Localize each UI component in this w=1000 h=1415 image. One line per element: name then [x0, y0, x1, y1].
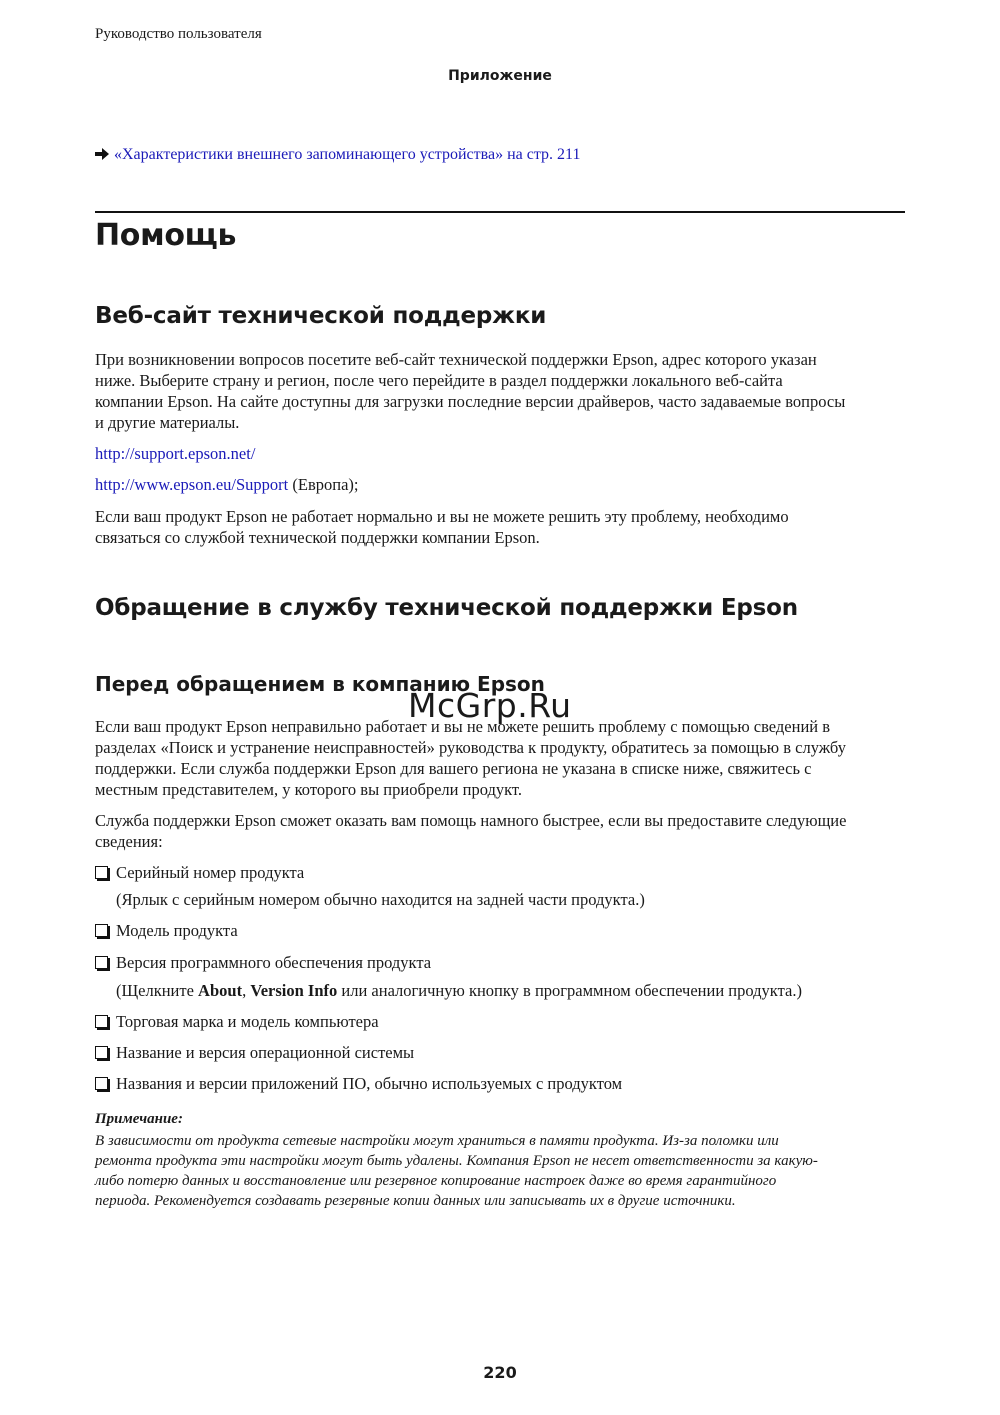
- list-item: [95, 1042, 414, 1063]
- text-line: ремонта продукта эти настройки могут быть удалены. Компания Epson не несет ответственности за какую-: [95, 1153, 818, 1169]
- text-line: поддержки. Если служба поддержки Epson для вашего региона не указана в списке ниже, свяжитесь с: [95, 759, 812, 778]
- watermark: McGrp.Ru: [408, 686, 572, 725]
- link-suffix: (Европа);: [288, 475, 359, 494]
- text-line: сведения:: [95, 832, 163, 851]
- checkbox-bullet-icon: [95, 1015, 108, 1028]
- checkbox-bullet-icon: [95, 956, 108, 969]
- note-body: [95, 1131, 907, 1211]
- note-text: ,: [242, 981, 251, 1000]
- contact-heading: Обращение в службу технической поддержки Epson: [95, 595, 798, 621]
- support-link-row-eu: [95, 474, 907, 495]
- page-title: Помощь: [95, 218, 237, 253]
- support-link-row: [95, 443, 907, 464]
- text-line: ниже. Выберите страну и регион, после чего перейдите в раздел поддержки локального веб-сайта: [95, 371, 783, 390]
- text-line: местным представителем, у которого вы приобрели продукт.: [95, 780, 523, 799]
- cross-reference: [95, 146, 580, 164]
- text-line: Служба поддержки Epson сможет оказать вам помощь намного быстрее, если вы предоставите следующие: [95, 811, 847, 830]
- list-item: [95, 862, 304, 883]
- support-site-paragraph: [95, 349, 907, 433]
- checkbox-bullet-icon: [95, 1077, 108, 1090]
- arrow-right-icon: [95, 148, 109, 160]
- text-line: При возникновении вопросов посетите веб-сайт технической поддержки Epson, адрес которого указан: [95, 350, 817, 369]
- checkbox-bullet-icon: [95, 1046, 108, 1059]
- epson-eu-support-link[interactable]: http://www.epson.eu/Support: [95, 475, 289, 494]
- contact-paragraph-2: [95, 810, 907, 852]
- list-item-label: Серийный номер продукта: [116, 863, 305, 882]
- about-label: About: [198, 981, 243, 1000]
- text-line: периода. Рекомендуется создавать резервные копии данных или записывать их в другие источники.: [95, 1193, 736, 1209]
- list-item-label: Названия и версии приложений ПО, обычно используемых с продуктом: [116, 1074, 623, 1093]
- list-item-label: Торговая марка и модель компьютера: [116, 1012, 379, 1031]
- text-line: Если ваш продукт Epson неправильно работает и вы не можете решить проблему с помощью сведений в: [95, 717, 831, 736]
- checkbox-bullet-icon: [95, 924, 108, 937]
- cross-reference-link[interactable]: «Характеристики внешнего запоминающего устройства» на стр. 211: [114, 146, 581, 163]
- checkbox-bullet-icon: [95, 866, 108, 879]
- text-line: разделах «Поиск и устранение неисправностей» руководства к продукту, обратитесь за помощью в службу: [95, 738, 846, 757]
- before-contact-subheading: Перед обращением в компанию Epson: [95, 672, 545, 696]
- running-header: Руководство пользователя: [95, 26, 262, 42]
- section-title: Приложение: [448, 68, 552, 84]
- text-line: компании Epson. На сайте доступны для загрузки последние версии драйверов, часто задаваемые вопросы: [95, 392, 846, 411]
- contact-paragraph: [95, 716, 907, 800]
- note-text: или аналогичную кнопку в программном обеспечении продукта.): [337, 981, 802, 1000]
- list-item: [95, 1011, 379, 1032]
- list-item-label: Название и версия операционной системы: [116, 1043, 415, 1062]
- note-text: (Щелкните: [116, 981, 199, 1000]
- heading-rule: [95, 211, 905, 213]
- text-line: и другие материалы.: [95, 413, 240, 432]
- list-item: [95, 952, 431, 973]
- text-line: Если ваш продукт Epson не работает нормально и вы не можете решить эту проблему, необходимо: [95, 507, 789, 526]
- list-item-label: Модель продукта: [116, 921, 238, 940]
- text-line: связаться со службой технической поддержки компании Epson.: [95, 528, 540, 547]
- support-site-paragraph-2: [95, 506, 907, 548]
- page-number: 220: [483, 1363, 517, 1382]
- list-item-label: Версия программного обеспечения продукта: [116, 953, 432, 972]
- note-title: Примечание:: [95, 1111, 183, 1127]
- list-item: [95, 1073, 622, 1094]
- support-site-heading: Веб-сайт технической поддержки: [95, 303, 547, 329]
- list-item-note: (Ярлык с серийным номером обычно находится на задней части продукта.): [116, 890, 645, 909]
- text-line: либо потерю данных и восстановление или резервное копирование настроек даже во время гарантийного: [95, 1173, 777, 1189]
- version-info-label: Version Info: [250, 981, 338, 1000]
- list-item-note: [116, 980, 802, 1001]
- list-item: [95, 920, 238, 941]
- text-line: В зависимости от продукта сетевые настройки могут храниться в памяти продукта. Из-за поломки или: [95, 1133, 779, 1149]
- support-epson-net-link[interactable]: http://support.epson.net/: [95, 444, 256, 463]
